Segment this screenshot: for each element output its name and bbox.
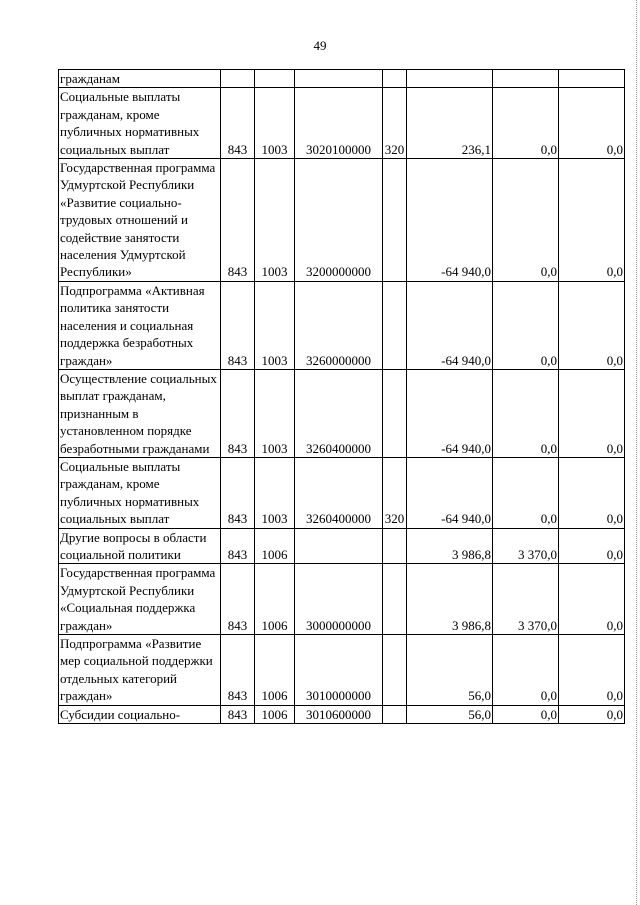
- row-section-code: 1006: [255, 564, 295, 635]
- row-admin-code: 843: [221, 564, 255, 635]
- row-value-1: 56,0: [407, 635, 493, 706]
- row-admin-code: 843: [221, 88, 255, 159]
- row-admin-code: 843: [221, 159, 255, 282]
- row-section-code: 1006: [255, 635, 295, 706]
- row-name: Социальные выплаты гражданам, кроме публичных нормативных социальных выплат: [59, 88, 221, 159]
- row-value-3: 0,0: [559, 159, 625, 282]
- row-value-3: [559, 70, 625, 88]
- row-section-code: 1003: [255, 88, 295, 159]
- row-expense-type: [383, 369, 407, 457]
- row-value-1: -64 940,0: [407, 159, 493, 282]
- table-body: [59, 70, 625, 724]
- row-value-1: 3 986,8: [407, 528, 493, 564]
- row-expense-type: [383, 635, 407, 706]
- row-admin-code: 843: [221, 369, 255, 457]
- table-row: [59, 70, 625, 88]
- row-expense-type: [383, 70, 407, 88]
- row-section-code: 1003: [255, 369, 295, 457]
- row-expense-type: [383, 564, 407, 635]
- row-value-1: -64 940,0: [407, 369, 493, 457]
- row-value-2: 0,0: [493, 705, 559, 723]
- row-name: Подпрограмма «Активная политика занятости населения и социальная поддержка безработных граждан»: [59, 281, 221, 369]
- row-section-code: 1003: [255, 159, 295, 282]
- row-value-1: -64 940,0: [407, 457, 493, 528]
- row-value-1: -64 940,0: [407, 281, 493, 369]
- row-value-3: 0,0: [559, 528, 625, 564]
- row-value-3: 0,0: [559, 564, 625, 635]
- row-value-1: 236,1: [407, 88, 493, 159]
- row-value-2: 0,0: [493, 635, 559, 706]
- row-section-code: 1006: [255, 705, 295, 723]
- row-target-code: 3000000000: [295, 564, 383, 635]
- row-expense-type: [383, 281, 407, 369]
- table-row: [59, 457, 625, 528]
- row-value-2: 0,0: [493, 159, 559, 282]
- row-admin-code: 843: [221, 528, 255, 564]
- row-value-2: 3 370,0: [493, 528, 559, 564]
- row-expense-type: [383, 159, 407, 282]
- row-value-2: 0,0: [493, 457, 559, 528]
- row-value-3: 0,0: [559, 705, 625, 723]
- page-number: 49: [313, 38, 327, 53]
- row-value-3: 0,0: [559, 369, 625, 457]
- row-value-3: 0,0: [559, 281, 625, 369]
- budget-table: [58, 69, 625, 724]
- row-name: гражданам: [59, 70, 221, 88]
- row-target-code: 3260400000: [295, 369, 383, 457]
- row-section-code: 1003: [255, 281, 295, 369]
- row-admin-code: 843: [221, 281, 255, 369]
- row-name: Субсидии социально-: [59, 705, 221, 723]
- table-row: [59, 88, 625, 159]
- row-value-2: 3 370,0: [493, 564, 559, 635]
- row-name: Другие вопросы в области социальной политики: [59, 528, 221, 564]
- row-target-code: [295, 70, 383, 88]
- row-admin-code: [221, 70, 255, 88]
- row-target-code: [295, 528, 383, 564]
- row-target-code: 3200000000: [295, 159, 383, 282]
- row-expense-type: [383, 705, 407, 723]
- row-target-code: 3010000000: [295, 635, 383, 706]
- row-value-2: 0,0: [493, 88, 559, 159]
- row-admin-code: 843: [221, 457, 255, 528]
- row-section-code: 1006: [255, 528, 295, 564]
- table-row: [59, 369, 625, 457]
- row-name: Государственная программа Удмуртской Республики «Социальная поддержка граждан»: [59, 564, 221, 635]
- row-value-2: [493, 70, 559, 88]
- row-expense-type: 320: [383, 457, 407, 528]
- table-row: [59, 705, 625, 723]
- row-admin-code: 843: [221, 705, 255, 723]
- scan-edge: [635, 0, 637, 905]
- table-row: [59, 635, 625, 706]
- row-target-code: 3260000000: [295, 281, 383, 369]
- row-value-1: 56,0: [407, 705, 493, 723]
- row-target-code: 3010600000: [295, 705, 383, 723]
- row-value-1: [407, 70, 493, 88]
- row-expense-type: 320: [383, 88, 407, 159]
- row-value-1: 3 986,8: [407, 564, 493, 635]
- table-row: [59, 159, 625, 282]
- table-row: [59, 528, 625, 564]
- row-value-3: 0,0: [559, 88, 625, 159]
- row-value-2: 0,0: [493, 281, 559, 369]
- row-name: Осуществление социальных выплат гражданам, признанным в установленном порядке безработными гражданами: [59, 369, 221, 457]
- row-name: Социальные выплаты гражданам, кроме публичных нормативных социальных выплат: [59, 457, 221, 528]
- row-value-2: 0,0: [493, 369, 559, 457]
- row-target-code: 3020100000: [295, 88, 383, 159]
- row-admin-code: 843: [221, 635, 255, 706]
- row-section-code: [255, 70, 295, 88]
- row-value-3: 0,0: [559, 635, 625, 706]
- row-name: Государственная программа Удмуртской Республики «Развитие социально-трудовых отношений и содействие занятости населения Удмуртской Республики»: [59, 159, 221, 282]
- table-row: [59, 281, 625, 369]
- table-row: [59, 564, 625, 635]
- row-target-code: 3260400000: [295, 457, 383, 528]
- row-expense-type: [383, 528, 407, 564]
- row-section-code: 1003: [255, 457, 295, 528]
- row-name: Подпрограмма «Развитие мер социальной поддержки отдельных категорий граждан»: [59, 635, 221, 706]
- row-value-3: 0,0: [559, 457, 625, 528]
